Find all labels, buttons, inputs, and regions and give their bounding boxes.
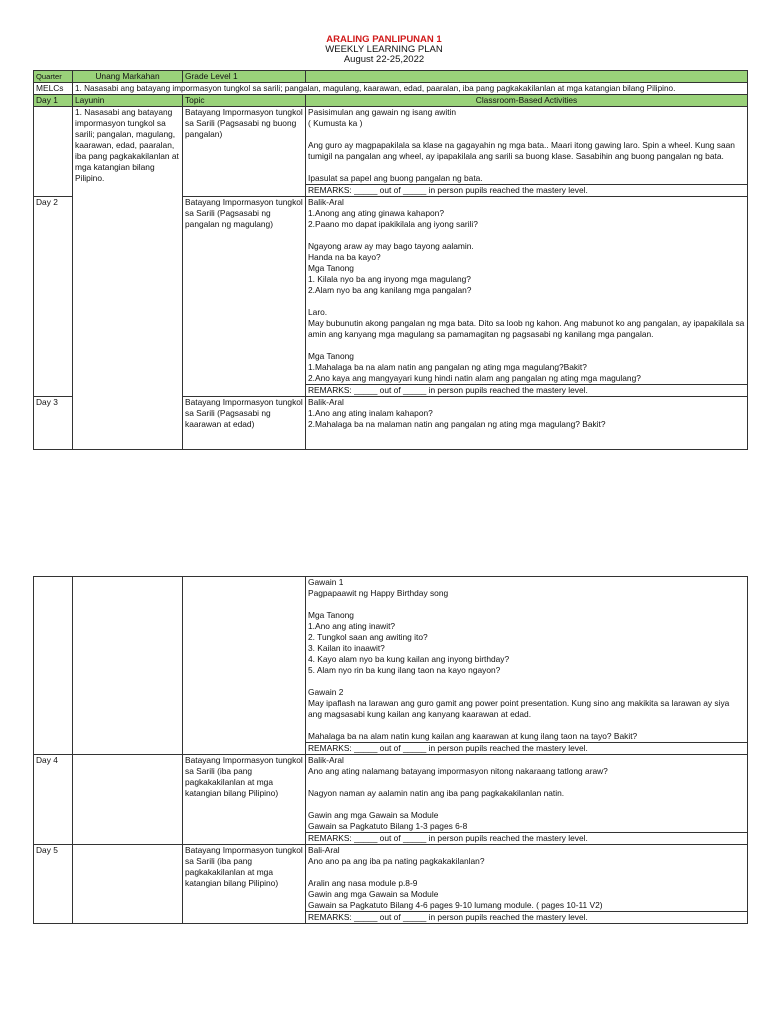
activity-line <box>308 340 745 351</box>
document-date: August 22-25,2022 <box>343 54 425 65</box>
melcs-text: 1. Nasasabi ang batayang impormasyon tungkol sa sarili; pangalan, magulang, kaarawan, edad, paaralan, iba pang pagkakakilanlan at mga katangian bilang Pilipino. <box>73 83 748 95</box>
day3-topic: Batayang Impormasyon tungkol sa Sarili (Pagsasabi ng kaarawan at edad) <box>183 397 306 450</box>
activity-line <box>308 867 745 878</box>
activities-header: Classroom-Based Activities <box>306 95 748 107</box>
remarks-text: REMARKS: _____ out of _____ in person pupils reached the mastery level. <box>306 833 748 845</box>
activity-line: Ngayong araw ay may bago tayong aalamin. <box>308 241 474 251</box>
activity-line: Ang guro ay magpapakilala sa klase na gagayahin ng mga bata.. Maari itong gawing laro. Spin a wheel. Kung saan tumigil na pangalan ang wheel, ay ipapakilala ang sarili sa buong klase. Sasabihin ang buong pangalan ng bata. <box>308 140 735 161</box>
activity-line: 2.Ano kaya ang mangyayari kung hindi natin alam ang pangalan ng ating mga magulang? <box>308 373 641 383</box>
activity-line: May ipaflash na larawan ang guro gamit ang power point presentation. Kung sino ang makikita sa larawan ay siya ang magsasabi kung kailan ang kanyang kaarawan at edad. <box>308 698 730 719</box>
activity-line <box>308 129 745 140</box>
day3-continued-row <box>34 577 748 743</box>
activity-line: Laro. <box>308 307 328 317</box>
day4-topic: Batayang Impormasyon tungkol sa Sarili (iba pang pagkakakilanlan at mga katangian bilang Pilipino) <box>183 755 306 845</box>
activity-line: 1.Ano ang ating inalam kahapon? <box>308 408 433 418</box>
activity-line: Nagyon naman ay aalamin natin ang iba pang pagkakakilanlan natin. <box>308 788 565 798</box>
activity-line: Mga Tanong <box>308 263 354 273</box>
document-header <box>0 35 768 65</box>
activity-line: Bali-Aral <box>308 845 340 855</box>
activity-line: 2.Mahalaga ba na malaman natin ang pangalan ng ating mga magulang? Bakit? <box>308 419 606 429</box>
day4-label: Day 4 <box>34 755 73 845</box>
day3-activities <box>306 397 748 450</box>
remarks-text: REMARKS: _____ out of _____ in person pupils reached the mastery level. <box>306 743 748 755</box>
activity-line: Handa na ba kayo? <box>308 252 381 262</box>
activity-line: 5. Alam nyo rin ba kung ilang taon na kayo ngayon? <box>308 665 501 675</box>
activity-line: Gawain sa Pagkatuto Bilang 4-6 pages 9-10 lumang module. ( pages 10-11 V2) <box>308 900 603 910</box>
day1-activities <box>306 107 748 185</box>
melcs-row <box>34 83 748 95</box>
activity-line: 2.Paano mo dapat ipakikilala ang iyong sarili? <box>308 219 478 229</box>
day2-topic: Batayang Impormasyon tungkol sa Sarili (Pagsasabi ng pangalan ng magulang) <box>183 197 306 397</box>
document-subtitle: WEEKLY LEARNING PLAN <box>325 44 443 55</box>
day3-label: Day 3 <box>34 397 73 450</box>
activity-line: 1. Kilala nyo ba ang inyong mga magulang? <box>308 274 471 284</box>
activity-line: Mahalaga ba na alam natin kung kailan ang kaarawan at kung ilang taon na tayo? Bakit? <box>308 731 638 741</box>
grade-level: Grade Level 1 <box>183 71 306 83</box>
remarks-text: REMARKS: _____ out of _____ in person pupils reached the mastery level. <box>306 185 748 197</box>
activity-line <box>308 162 745 173</box>
activity-line <box>308 296 745 307</box>
activity-line: 2. Tungkol saan ang awiting ito? <box>308 632 428 642</box>
activity-line: 3. Kailan ito inaawit? <box>308 643 385 653</box>
activity-line: 4. Kayo alam nyo ba kung kailan ang inyong birthday? <box>308 654 510 664</box>
activity-line: Gawain 2 <box>308 687 344 697</box>
day5-label: Day 5 <box>34 845 73 924</box>
activity-line: 1.Mahalaga ba na alam natin ang pangalan ng ating mga magulang?Bakit? <box>308 362 587 372</box>
day4-activities <box>306 755 748 833</box>
activity-line: Ipasulat sa papel ang buong pangalan ng bata. <box>308 173 483 183</box>
quarter-row <box>34 71 748 83</box>
remarks-text: REMARKS: _____ out of _____ in person pupils reached the mastery level. <box>306 912 748 924</box>
topic-header: Topic <box>183 95 306 107</box>
activity-line <box>308 599 745 610</box>
quarter-label: Quarter <box>34 71 73 83</box>
day4-row <box>34 755 748 833</box>
activity-line: ( Kumusta ka ) <box>308 118 363 128</box>
day2-activities <box>306 197 748 385</box>
activity-line: Ano ano pa ang iba pa nating pagkakakilanlan? <box>308 856 485 866</box>
day1-layunin: 1. Nasasabi ang batayang impormasyon tungkol sa sarili; pangalan, magulang, kaarawan, edad, paaralan, iba pang pagkakakilanlan at mga katangian bilang Pilipino. <box>73 107 183 450</box>
activity-line: Aralin ang nasa module p.8-9 <box>308 878 418 888</box>
activity-line: Ano ang ating nalamang batayang impormasyon nitong nakaraang tatlong araw? <box>308 766 608 776</box>
activity-line: Gawin ang mga Gawain sa Module <box>308 889 439 899</box>
activity-line <box>308 799 745 810</box>
activity-line <box>308 777 745 788</box>
day1-row <box>34 107 748 185</box>
activity-line: 1.Ano ang ating inawit? <box>308 621 396 631</box>
activity-line: Pagpapaawit ng Happy Birthday song <box>308 588 449 598</box>
remarks-text: REMARKS: _____ out of _____ in person pupils reached the mastery level. <box>306 385 748 397</box>
day3-continued-activities <box>306 577 748 743</box>
day1-topic: Batayang Impormasyon tungkol sa Sarili (Pagsasabi ng buong pangalan) <box>183 107 306 197</box>
activity-line: May bubunutin akong pangalan ng mga bata. Dito sa loob ng kahon. Ang mabunot ko ang pangalan, ay ipapakilala sa amin ang kanyang mga magulang sa pamamagitan ng pagsasabi ng kanilang mga pangalan. <box>308 318 745 339</box>
activity-line: Gawain sa Pagkatuto Bilang 1-3 pages 6-8 <box>308 821 468 831</box>
learning-plan-table-page1 <box>33 70 748 450</box>
quarter-value: Unang Markahan <box>73 71 183 83</box>
activity-line: Pasisimulan ang gawain ng isang awitin <box>308 107 457 117</box>
activity-line: Balik-Aral <box>308 197 344 207</box>
learning-plan-table-page2 <box>33 576 748 924</box>
activity-line: Balik-Aral <box>308 755 344 765</box>
activity-line: Mga Tanong <box>308 351 354 361</box>
activity-line: Balik-Aral <box>308 397 344 407</box>
activity-line <box>308 720 745 731</box>
activity-line <box>308 676 745 687</box>
activity-line <box>308 230 745 241</box>
activity-line: Gawain 1 <box>308 577 344 587</box>
day1-label: Day 1 <box>34 95 73 107</box>
day2-label: Day 2 <box>34 197 73 397</box>
activity-line: Gawin ang mga Gawain sa Module <box>308 810 439 820</box>
day5-activities <box>306 845 748 912</box>
activity-line: 2.Alam nyo ba ang kanilang mga pangalan? <box>308 285 472 295</box>
day5-topic: Batayang Impormasyon tungkol sa Sarili (iba pang pagkakakilanlan at mga katangian bilang Pilipino) <box>183 845 306 924</box>
melcs-label: MELCs <box>34 83 73 95</box>
activity-line: Mga Tanong <box>308 610 354 620</box>
activity-line: 1.Anong ang ating ginawa kahapon? <box>308 208 444 218</box>
layunin-header: Layunin <box>73 95 183 107</box>
column-header-row <box>34 95 748 107</box>
day5-row <box>34 845 748 912</box>
document-title: ARALING PANLIPUNAN 1 <box>326 34 442 45</box>
